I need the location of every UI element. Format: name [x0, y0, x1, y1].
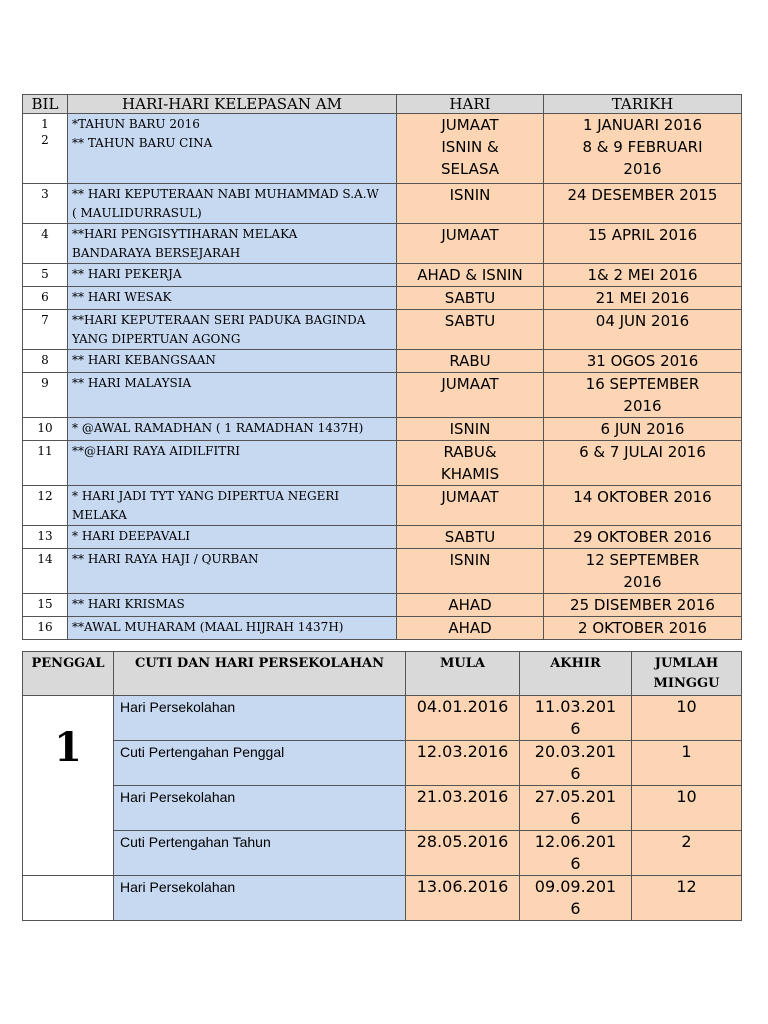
holiday-bil-cell — [23, 441, 68, 486]
school-akhir — [520, 741, 632, 786]
penggal-number: 1 — [54, 724, 82, 771]
holiday-name-cell — [68, 617, 397, 640]
school-akhir-line: 27.05.201 — [534, 787, 617, 806]
school-period-label: Cuti Pertengahan Penggal — [114, 741, 406, 786]
holiday-name-line: ** HARI KEBANGSAAN — [72, 353, 216, 367]
holiday-name-cell — [68, 184, 397, 224]
holiday-tarikh-line: 15 APRIL 2016 — [587, 226, 698, 244]
holiday-hari-cell — [397, 418, 544, 441]
holiday-hari-line: ISNIN — [449, 186, 491, 204]
school-akhir — [520, 831, 632, 876]
school-mula: 12.03.2016 — [406, 741, 520, 786]
holiday-tarikh-line: 25 DISEMBER 2016 — [570, 596, 715, 614]
header-hari: HARI — [397, 95, 544, 114]
holiday-tarikh-cell — [544, 310, 742, 350]
holiday-bil-line: 16 — [37, 620, 53, 634]
header-jumlah-line2: MINGGU — [653, 676, 720, 691]
holiday-bil-cell — [23, 310, 68, 350]
holiday-name-line: ** HARI WESAK — [72, 290, 172, 304]
school-period-label: Hari Persekolahan — [114, 876, 406, 921]
holiday-bil-line: 8 — [41, 353, 49, 367]
holiday-name-cell — [68, 287, 397, 310]
holiday-row — [23, 418, 742, 441]
holiday-row — [23, 617, 742, 640]
holiday-row — [23, 549, 742, 594]
holiday-tarikh-cell — [544, 264, 742, 287]
holiday-hari-line: AHAD — [448, 596, 492, 614]
holiday-name-line: ** TAHUN BARU CINA — [72, 136, 213, 150]
header-jumlah-minggu — [632, 652, 742, 696]
header-mula: MULA — [406, 652, 520, 696]
holiday-bil-line: 5 — [41, 267, 49, 281]
holiday-name-cell — [68, 594, 397, 617]
holiday-name-cell — [68, 350, 397, 373]
holiday-hari-cell — [397, 287, 544, 310]
holiday-bil-line: 14 — [37, 552, 53, 566]
holiday-hari-line: AHAD & ISNIN — [417, 266, 523, 284]
holiday-name-line: BANDARAYA BERSEJARAH — [72, 246, 241, 260]
holiday-tarikh-line: 2016 — [623, 397, 662, 415]
holiday-hari-cell — [397, 264, 544, 287]
school-jumlah: 10 — [632, 696, 742, 741]
holiday-tarikh-cell — [544, 594, 742, 617]
holiday-tarikh-line: 29 OKTOBER 2016 — [573, 528, 712, 546]
school-akhir-line: 20.03.201 — [534, 742, 617, 761]
holiday-hari-line: SELASA — [440, 160, 500, 178]
holiday-bil-cell — [23, 287, 68, 310]
holiday-header-row — [23, 95, 742, 114]
holiday-bil-cell — [23, 350, 68, 373]
holiday-hari-line: JUMAAT — [441, 488, 499, 506]
holiday-bil-cell — [23, 224, 68, 264]
holiday-hari-line: SABTU — [444, 312, 496, 330]
school-akhir-line: 6 — [570, 809, 581, 828]
holiday-name-line: YANG DIPERTUAN AGONG — [72, 332, 241, 346]
school-akhir-line: 6 — [570, 899, 581, 918]
holiday-hari-cell — [397, 114, 544, 184]
holiday-tarikh-line: 16 SEPTEMBER — [585, 375, 700, 393]
holiday-hari-cell — [397, 350, 544, 373]
school-header-row — [23, 652, 742, 696]
holiday-bil-line: 13 — [37, 529, 53, 543]
holiday-name-line: ** HARI RAYA HAJI / QURBAN — [72, 552, 259, 566]
holiday-bil-line: 11 — [37, 444, 53, 458]
school-row — [23, 741, 742, 786]
holiday-bil-line: 12 — [37, 489, 53, 503]
holiday-bil-line: 15 — [37, 597, 53, 611]
holiday-name-line: *TAHUN BARU 2016 — [72, 117, 200, 131]
holiday-tarikh-line: 2016 — [623, 573, 662, 591]
header-penggal: PENGGAL — [23, 652, 114, 696]
holiday-hari-line: KHAMIS — [440, 465, 500, 483]
holiday-row — [23, 486, 742, 526]
holiday-tarikh-line: 31 OGOS 2016 — [586, 352, 699, 370]
school-jumlah: 2 — [632, 831, 742, 876]
holiday-bil-line: 9 — [41, 376, 49, 390]
holiday-name-cell — [68, 549, 397, 594]
school-row — [23, 876, 742, 921]
holiday-tarikh-cell — [544, 287, 742, 310]
holiday-row — [23, 310, 742, 350]
holiday-tarikh-line: 2016 — [623, 160, 662, 178]
holiday-row — [23, 526, 742, 549]
holiday-name-line: **AWAL MUHARAM (MAAL HIJRAH 1437H) — [72, 620, 344, 634]
school-period-label: Cuti Pertengahan Tahun — [114, 831, 406, 876]
holiday-tarikh-cell — [544, 224, 742, 264]
holiday-tarikh-cell — [544, 418, 742, 441]
holiday-name-line: ** HARI MALAYSIA — [72, 376, 192, 390]
holiday-hari-line: AHAD — [448, 619, 492, 637]
school-akhir — [520, 876, 632, 921]
holiday-hari-cell — [397, 526, 544, 549]
holiday-name-line: ** HARI PEKERJA — [72, 267, 182, 281]
school-mula: 21.03.2016 — [406, 786, 520, 831]
holiday-hari-line: JUMAAT — [441, 116, 499, 134]
holiday-tarikh-line: 24 DESEMBER 2015 — [567, 186, 718, 204]
holiday-hari-cell — [397, 441, 544, 486]
holiday-hari-cell — [397, 486, 544, 526]
holiday-table — [22, 94, 742, 640]
school-row — [23, 831, 742, 876]
holiday-name-line: ** HARI KEPUTERAAN NABI MUHAMMAD S.A.W — [72, 187, 379, 201]
holiday-name-cell — [68, 114, 397, 184]
school-akhir-line: 6 — [570, 719, 581, 738]
holiday-bil-line: 1 — [41, 117, 49, 131]
holiday-name-cell — [68, 486, 397, 526]
holiday-tarikh-line: 6 JUN 2016 — [600, 420, 685, 438]
holiday-hari-cell — [397, 617, 544, 640]
holiday-row — [23, 287, 742, 310]
holiday-hari-line: JUMAAT — [441, 375, 499, 393]
holiday-tarikh-cell — [544, 350, 742, 373]
holiday-bil-line: 4 — [41, 227, 49, 241]
holiday-bil-cell — [23, 526, 68, 549]
header-cuti-dan-hari: CUTI DAN HARI PERSEKOLAHAN — [114, 652, 406, 696]
holiday-tarikh-line: 8 & 9 FEBRUARI — [582, 138, 703, 156]
school-mula: 28.05.2016 — [406, 831, 520, 876]
school-akhir-line: 11.03.201 — [534, 697, 617, 716]
holiday-bil-cell — [23, 486, 68, 526]
holiday-name-line: * HARI JADI TYT YANG DIPERTUA NEGERI — [72, 489, 340, 503]
holiday-tarikh-line: 21 MEI 2016 — [595, 289, 690, 307]
penggal-cell — [23, 696, 114, 876]
holiday-hari-cell — [397, 594, 544, 617]
holiday-hari-line: SABTU — [444, 528, 496, 546]
holiday-bil-cell — [23, 617, 68, 640]
school-jumlah: 1 — [632, 741, 742, 786]
holiday-tarikh-cell — [544, 114, 742, 184]
holiday-hari-line: RABU& — [443, 443, 497, 461]
holiday-tarikh-line: 1 JANUARI 2016 — [583, 116, 702, 134]
header-holiday-name: HARI-HARI KELEPASAN AM — [68, 95, 397, 114]
holiday-bil-cell — [23, 373, 68, 418]
school-jumlah: 12 — [632, 876, 742, 921]
header-akhir: AKHIR — [520, 652, 632, 696]
penggal-empty-cell — [23, 876, 114, 921]
holiday-name-cell — [68, 418, 397, 441]
school-akhir-line: 12.06.201 — [534, 832, 617, 851]
holiday-bil-cell — [23, 264, 68, 287]
holiday-hari-cell — [397, 310, 544, 350]
holiday-hari-cell — [397, 224, 544, 264]
holiday-hari-cell — [397, 373, 544, 418]
holiday-bil-line: 6 — [41, 290, 49, 304]
school-period-label: Hari Persekolahan — [114, 696, 406, 741]
holiday-tarikh-line: 2 OKTOBER 2016 — [578, 619, 707, 637]
holiday-name-line: * @AWAL RAMADHAN ( 1 RAMADHAN 1437H) — [72, 421, 364, 435]
holiday-name-cell — [68, 373, 397, 418]
holiday-name-line: **HARI KEPUTERAAN SERI PADUKA BAGINDA — [72, 313, 366, 327]
holiday-tarikh-line: 6 & 7 JULAI 2016 — [579, 443, 706, 461]
holiday-row — [23, 264, 742, 287]
holiday-name-line: MELAKA — [72, 508, 127, 522]
holiday-bil-line: 7 — [41, 313, 49, 327]
holiday-tarikh-cell — [544, 549, 742, 594]
holiday-tarikh-cell — [544, 617, 742, 640]
holiday-name-line: **@HARI RAYA AIDILFITRI — [72, 444, 240, 458]
holiday-tarikh-cell — [544, 184, 742, 224]
holiday-row — [23, 224, 742, 264]
holiday-name-line: ** HARI KRISMAS — [72, 597, 185, 611]
holiday-row — [23, 441, 742, 486]
holiday-hari-line: SABTU — [444, 289, 496, 307]
holiday-name-line: ( MAULIDURRASUL) — [72, 206, 202, 220]
holiday-bil-cell — [23, 594, 68, 617]
school-akhir — [520, 786, 632, 831]
holiday-bil-line: 10 — [37, 421, 53, 435]
holiday-row — [23, 184, 742, 224]
school-term-table — [22, 651, 742, 921]
holiday-name-cell — [68, 441, 397, 486]
school-mula: 13.06.2016 — [406, 876, 520, 921]
holiday-name-cell — [68, 264, 397, 287]
holiday-row — [23, 373, 742, 418]
school-mula: 04.01.2016 — [406, 696, 520, 741]
holiday-bil-cell — [23, 549, 68, 594]
holiday-bil-line: 3 — [41, 187, 49, 201]
holiday-name-cell — [68, 526, 397, 549]
holiday-row — [23, 114, 742, 184]
holiday-tarikh-cell — [544, 526, 742, 549]
holiday-tarikh-cell — [544, 373, 742, 418]
holiday-tarikh-line: 1& 2 MEI 2016 — [587, 266, 698, 284]
holiday-bil-cell — [23, 114, 68, 184]
school-jumlah: 10 — [632, 786, 742, 831]
holiday-hari-cell — [397, 184, 544, 224]
holiday-tarikh-cell — [544, 486, 742, 526]
holiday-tarikh-line: 12 SEPTEMBER — [585, 551, 700, 569]
holiday-row — [23, 350, 742, 373]
holiday-hari-line: ISNIN — [449, 420, 491, 438]
holiday-name-cell — [68, 224, 397, 264]
holiday-tarikh-cell — [544, 441, 742, 486]
header-bil: BIL — [23, 95, 68, 114]
holiday-hari-cell — [397, 549, 544, 594]
holiday-hari-line: ISNIN & — [441, 138, 499, 156]
holiday-name-line: * HARI DEEPAVALI — [72, 529, 190, 543]
holiday-tarikh-line: 14 OKTOBER 2016 — [573, 488, 712, 506]
holiday-hari-line: ISNIN — [449, 551, 491, 569]
header-tarikh: TARIKH — [544, 95, 742, 114]
holiday-bil-cell — [23, 418, 68, 441]
holiday-name-line: **HARI PENGISYTIHARAN MELAKA — [72, 227, 298, 241]
holiday-tarikh-line: 04 JUN 2016 — [595, 312, 690, 330]
school-akhir-line: 6 — [570, 854, 581, 873]
holiday-name-cell — [68, 310, 397, 350]
holiday-hari-line: RABU — [449, 352, 491, 370]
header-jumlah-line1: JUMLAH — [654, 656, 719, 671]
holiday-bil-line: 2 — [41, 133, 49, 147]
holiday-row — [23, 594, 742, 617]
school-row — [23, 786, 742, 831]
holiday-bil-cell — [23, 184, 68, 224]
school-period-label: Hari Persekolahan — [114, 786, 406, 831]
school-akhir-line: 6 — [570, 764, 581, 783]
school-akhir — [520, 696, 632, 741]
school-row — [23, 696, 742, 741]
school-akhir-line: 09.09.201 — [534, 877, 617, 896]
holiday-hari-line: JUMAAT — [441, 226, 499, 244]
